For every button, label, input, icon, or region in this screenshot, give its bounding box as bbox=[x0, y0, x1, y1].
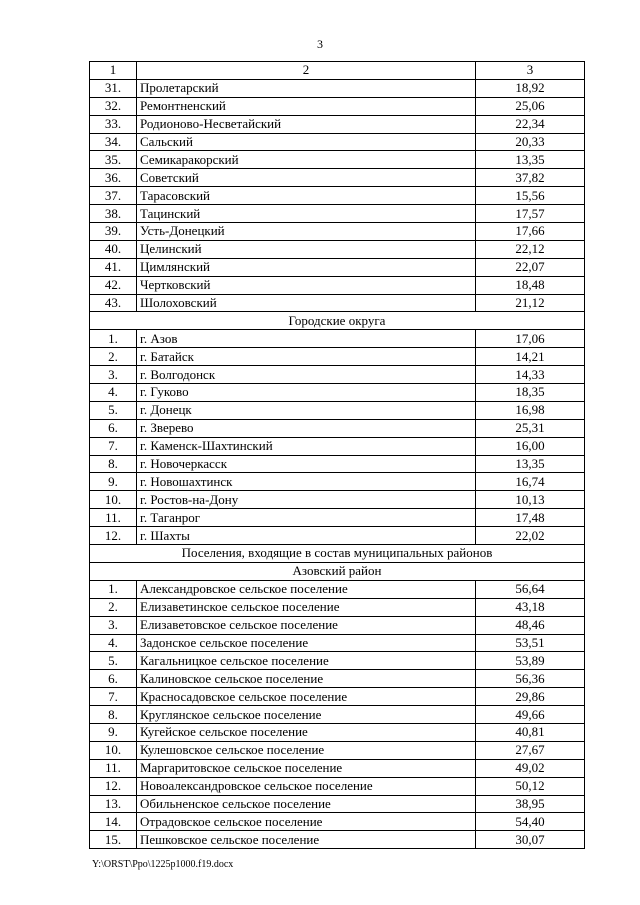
row-value: 49,66 bbox=[476, 706, 585, 724]
row-value: 16,00 bbox=[476, 437, 585, 455]
row-number: 9. bbox=[90, 723, 137, 741]
section-title-settlements: Поселения, входящие в состав муниципальных районов bbox=[90, 545, 585, 563]
row-number: 8. bbox=[90, 706, 137, 724]
data-table bbox=[89, 61, 585, 849]
row-value: 27,67 bbox=[476, 741, 585, 759]
column-header-value: 3 bbox=[476, 62, 585, 80]
row-name: г. Батайск bbox=[137, 348, 476, 366]
row-value: 53,89 bbox=[476, 652, 585, 670]
row-number: 6. bbox=[90, 670, 137, 688]
table-row bbox=[90, 509, 585, 527]
row-name: г. Азов bbox=[137, 330, 476, 348]
row-number: 4. bbox=[90, 634, 137, 652]
row-name: Задонское сельское поселение bbox=[137, 634, 476, 652]
column-header-number: 1 bbox=[90, 62, 137, 80]
row-name: Кагальницкое сельское поселение bbox=[137, 652, 476, 670]
row-name: Советский bbox=[137, 169, 476, 187]
table-row bbox=[90, 419, 585, 437]
row-name: Тацинский bbox=[137, 205, 476, 223]
row-number: 10. bbox=[90, 491, 137, 509]
table-row bbox=[90, 294, 585, 312]
row-value: 37,82 bbox=[476, 169, 585, 187]
row-value: 43,18 bbox=[476, 598, 585, 616]
row-name: Маргаритовское сельское поселение bbox=[137, 759, 476, 777]
row-number: 38. bbox=[90, 205, 137, 223]
table-row bbox=[90, 169, 585, 187]
row-value: 13,35 bbox=[476, 151, 585, 169]
row-number: 32. bbox=[90, 97, 137, 115]
row-name: Семикаракорский bbox=[137, 151, 476, 169]
table-row bbox=[90, 151, 585, 169]
row-number: 14. bbox=[90, 813, 137, 831]
row-name: Кулешовское сельское поселение bbox=[137, 741, 476, 759]
row-number: 4. bbox=[90, 384, 137, 402]
row-value: 17,48 bbox=[476, 509, 585, 527]
table-row bbox=[90, 473, 585, 491]
row-name: г. Донецк bbox=[137, 401, 476, 419]
row-name: Ремонтненский bbox=[137, 97, 476, 115]
table-row bbox=[90, 384, 585, 402]
row-number: 2. bbox=[90, 348, 137, 366]
table-row bbox=[90, 366, 585, 384]
row-value: 21,12 bbox=[476, 294, 585, 312]
table-row bbox=[90, 276, 585, 294]
row-number: 36. bbox=[90, 169, 137, 187]
table-row bbox=[90, 348, 585, 366]
table-row bbox=[90, 831, 585, 849]
table-row bbox=[90, 723, 585, 741]
row-value: 13,35 bbox=[476, 455, 585, 473]
row-value: 50,12 bbox=[476, 777, 585, 795]
row-value: 18,92 bbox=[476, 79, 585, 97]
row-value: 15,56 bbox=[476, 187, 585, 205]
table-row bbox=[90, 115, 585, 133]
row-number: 40. bbox=[90, 240, 137, 258]
table-row bbox=[90, 330, 585, 348]
page-number: 3 bbox=[317, 37, 323, 51]
row-name: Усть-Донецкий bbox=[137, 223, 476, 241]
row-number: 12. bbox=[90, 777, 137, 795]
row-value: 14,33 bbox=[476, 366, 585, 384]
row-number: 35. bbox=[90, 151, 137, 169]
table-row bbox=[90, 777, 585, 795]
row-name: Круглянское сельское поселение bbox=[137, 706, 476, 724]
table-row bbox=[90, 187, 585, 205]
section-title-azov-district: Азовский район bbox=[90, 562, 585, 580]
row-value: 20,33 bbox=[476, 133, 585, 151]
row-number: 11. bbox=[90, 759, 137, 777]
table-row bbox=[90, 491, 585, 509]
table-row bbox=[90, 741, 585, 759]
row-value: 22,12 bbox=[476, 240, 585, 258]
row-number: 6. bbox=[90, 419, 137, 437]
table-row bbox=[90, 205, 585, 223]
row-value: 22,34 bbox=[476, 115, 585, 133]
row-number: 1. bbox=[90, 330, 137, 348]
row-value: 17,57 bbox=[476, 205, 585, 223]
column-header-name: 2 bbox=[137, 62, 476, 80]
row-value: 40,81 bbox=[476, 723, 585, 741]
row-value: 56,36 bbox=[476, 670, 585, 688]
row-name: г. Таганрог bbox=[137, 509, 476, 527]
row-value: 53,51 bbox=[476, 634, 585, 652]
row-value: 14,21 bbox=[476, 348, 585, 366]
row-name: Александровское сельское поселение bbox=[137, 580, 476, 598]
table-row bbox=[90, 79, 585, 97]
row-name: Калиновское сельское поселение bbox=[137, 670, 476, 688]
table-row bbox=[90, 437, 585, 455]
row-number: 9. bbox=[90, 473, 137, 491]
row-value: 54,40 bbox=[476, 813, 585, 831]
row-number: 7. bbox=[90, 437, 137, 455]
row-number: 5. bbox=[90, 401, 137, 419]
table-row bbox=[90, 652, 585, 670]
row-name: г. Гуково bbox=[137, 384, 476, 402]
table-body bbox=[90, 62, 585, 849]
row-value: 25,31 bbox=[476, 419, 585, 437]
row-name: г. Шахты bbox=[137, 527, 476, 545]
row-name: г. Новочеркасск bbox=[137, 455, 476, 473]
row-number: 39. bbox=[90, 223, 137, 241]
row-name: Елизаветовское сельское поселение bbox=[137, 616, 476, 634]
row-name: Обильненское сельское поселение bbox=[137, 795, 476, 813]
row-number: 3. bbox=[90, 616, 137, 634]
row-value: 22,02 bbox=[476, 527, 585, 545]
row-name: г. Ростов-на-Дону bbox=[137, 491, 476, 509]
row-name: Чертковский bbox=[137, 276, 476, 294]
row-value: 17,66 bbox=[476, 223, 585, 241]
table-row bbox=[90, 258, 585, 276]
row-number: 3. bbox=[90, 366, 137, 384]
table-row bbox=[90, 813, 585, 831]
row-number: 42. bbox=[90, 276, 137, 294]
table-row bbox=[90, 706, 585, 724]
row-name: г. Новошахтинск bbox=[137, 473, 476, 491]
row-value: 48,46 bbox=[476, 616, 585, 634]
row-name: Новоалександровское сельское поселение bbox=[137, 777, 476, 795]
row-name: г. Волгодонск bbox=[137, 366, 476, 384]
row-name: Кугейское сельское поселение bbox=[137, 723, 476, 741]
row-value: 49,02 bbox=[476, 759, 585, 777]
table-row bbox=[90, 580, 585, 598]
row-value: 38,95 bbox=[476, 795, 585, 813]
row-number: 10. bbox=[90, 741, 137, 759]
row-value: 56,64 bbox=[476, 580, 585, 598]
table-row bbox=[90, 634, 585, 652]
table-row bbox=[90, 97, 585, 115]
row-number: 1. bbox=[90, 580, 137, 598]
row-number: 43. bbox=[90, 294, 137, 312]
row-number: 37. bbox=[90, 187, 137, 205]
row-number: 8. bbox=[90, 455, 137, 473]
row-name: Тарасовский bbox=[137, 187, 476, 205]
row-name: Елизаветинское сельское поселение bbox=[137, 598, 476, 616]
row-number: 2. bbox=[90, 598, 137, 616]
row-value: 25,06 bbox=[476, 97, 585, 115]
table-row bbox=[90, 688, 585, 706]
row-name: г. Каменск-Шахтинский bbox=[137, 437, 476, 455]
section-title-city-districts-row bbox=[90, 312, 585, 330]
row-name: Отрадовское сельское поселение bbox=[137, 813, 476, 831]
table-row bbox=[90, 401, 585, 419]
row-name: г. Зверево bbox=[137, 419, 476, 437]
row-name: Красносадовское сельское поселение bbox=[137, 688, 476, 706]
table-row bbox=[90, 527, 585, 545]
header-row bbox=[90, 62, 585, 80]
table-row bbox=[90, 223, 585, 241]
row-number: 41. bbox=[90, 258, 137, 276]
row-value: 18,48 bbox=[476, 276, 585, 294]
row-value: 18,35 bbox=[476, 384, 585, 402]
table-row bbox=[90, 455, 585, 473]
row-number: 5. bbox=[90, 652, 137, 670]
table-row bbox=[90, 240, 585, 258]
table-row bbox=[90, 598, 585, 616]
section-title-city-districts: Городские округа bbox=[90, 312, 585, 330]
section-title-azov-district-row bbox=[90, 562, 585, 580]
row-name: Пролетарский bbox=[137, 79, 476, 97]
row-number: 33. bbox=[90, 115, 137, 133]
row-number: 15. bbox=[90, 831, 137, 849]
row-value: 30,07 bbox=[476, 831, 585, 849]
row-value: 10,13 bbox=[476, 491, 585, 509]
row-name: Шолоховский bbox=[137, 294, 476, 312]
row-value: 22,07 bbox=[476, 258, 585, 276]
row-value: 16,74 bbox=[476, 473, 585, 491]
row-name: Родионово-Несветайский bbox=[137, 115, 476, 133]
row-number: 7. bbox=[90, 688, 137, 706]
row-name: Сальский bbox=[137, 133, 476, 151]
table-row bbox=[90, 759, 585, 777]
row-value: 17,06 bbox=[476, 330, 585, 348]
row-number: 13. bbox=[90, 795, 137, 813]
row-value: 16,98 bbox=[476, 401, 585, 419]
row-number: 11. bbox=[90, 509, 137, 527]
row-name: Пешковское сельское поселение bbox=[137, 831, 476, 849]
footer-file-path: Y:\ORST\Ppo\1225p1000.f19.docx bbox=[92, 859, 234, 870]
table-row bbox=[90, 133, 585, 151]
row-number: 31. bbox=[90, 79, 137, 97]
section-title-settlements-row bbox=[90, 545, 585, 563]
row-value: 29,86 bbox=[476, 688, 585, 706]
row-number: 12. bbox=[90, 527, 137, 545]
table-row bbox=[90, 795, 585, 813]
table-row bbox=[90, 616, 585, 634]
row-number: 34. bbox=[90, 133, 137, 151]
table-row bbox=[90, 670, 585, 688]
row-name: Целинский bbox=[137, 240, 476, 258]
row-name: Цимлянский bbox=[137, 258, 476, 276]
